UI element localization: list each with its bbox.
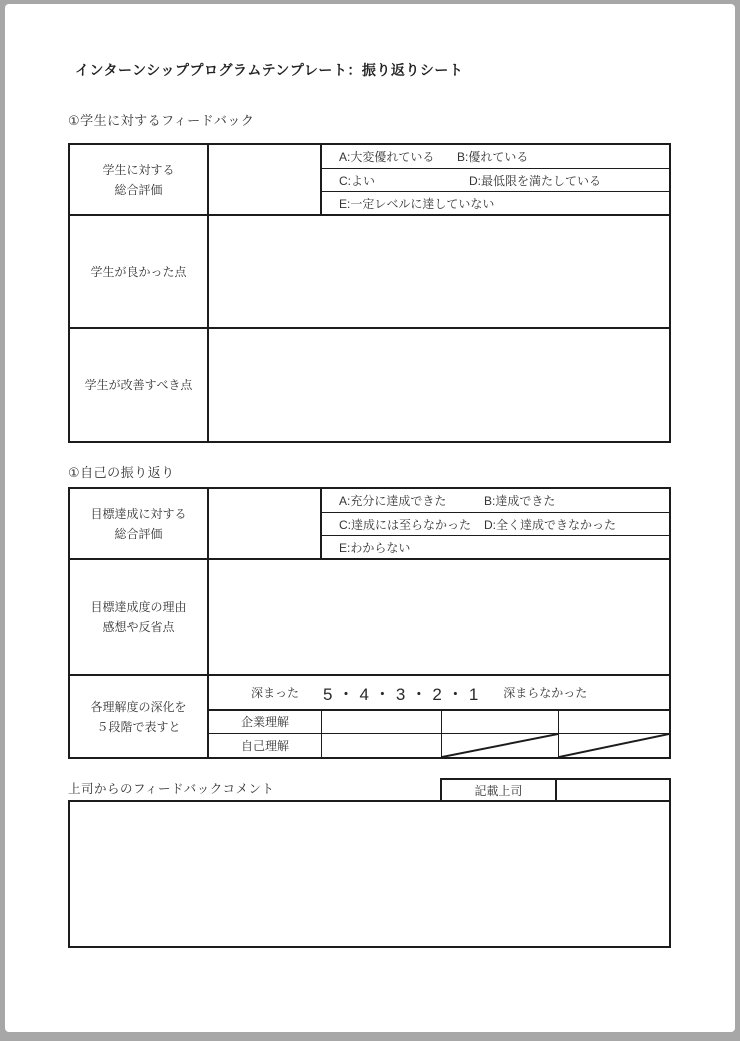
student-rating-option-row-e [322, 191, 669, 214]
student-rating-option-b: B:優れている [457, 150, 529, 164]
student-improve-points-input[interactable] [209, 327, 669, 441]
goal-reason-label-line1: 目標達成度の理由 [90, 600, 187, 614]
goal-rating-option-row-ab [322, 489, 669, 512]
self-understanding-cell-3 [559, 733, 669, 757]
company-understanding-cell-1[interactable] [322, 709, 442, 733]
supervisor-feedback-header [68, 778, 671, 800]
self-understanding-cell-2 [442, 733, 559, 757]
document-content [68, 4, 671, 948]
supervisor-comment-label: 上司からのフィードバックコメント [68, 782, 275, 796]
student-good-points-label [70, 214, 209, 327]
self-understanding-cell-1[interactable] [322, 733, 442, 757]
company-understanding-cell-3[interactable] [559, 709, 669, 733]
student-good-points-label-text: 学生が良かった点 [90, 264, 187, 279]
self-understanding-label [209, 733, 322, 757]
diagonal-strike-icon [559, 734, 669, 757]
student-rating-option-row-ab [322, 145, 669, 168]
writer-name-input[interactable] [557, 780, 669, 800]
student-overall-rating-label-line2: 総合評価 [114, 182, 163, 197]
company-understanding-label-text: 企業理解 [240, 715, 289, 729]
supervisor-comment-input[interactable] [68, 800, 671, 948]
student-overall-rating-label [70, 145, 209, 214]
writer-label-cell: 記載上司 [442, 780, 557, 800]
depth-scale-left-label: 深まった [251, 686, 300, 700]
diagonal-strike-icon [442, 734, 558, 757]
student-rating-option-c: C:よい [339, 173, 376, 188]
goal-overall-rating-label-line2: 総合評価 [114, 526, 163, 541]
student-rating-option-d: D:最低限を満たしている [469, 173, 602, 188]
self-reflection-table [68, 487, 671, 759]
company-understanding-label [209, 709, 322, 733]
section-heading-student-feedback: ①学生に対するフィードバック [68, 113, 255, 128]
understanding-depth-label-line2: ５段階で表すと [96, 719, 181, 734]
self-understanding-label-text: 自己理解 [240, 738, 289, 753]
goal-rating-option-c: C:達成には至らなかった [339, 517, 472, 532]
goal-rating-option-e: E:わからない [339, 540, 411, 555]
goal-overall-rating-label-line1: 目標達成に対する [90, 506, 187, 521]
depth-scale-right-label: 深まらなかった [503, 686, 588, 700]
student-good-points-input[interactable] [209, 214, 669, 327]
depth-scale-numbers: 5・4・3・2・1 [323, 685, 484, 704]
student-feedback-table [68, 143, 671, 443]
page-title: インターンシッププログラムテンプレート：振り返りシート [75, 62, 464, 78]
goal-overall-rating-input[interactable] [209, 489, 322, 558]
student-rating-option-a: A:大変優れている [339, 150, 435, 164]
goal-reason-label-line2: 感想や反省点 [102, 620, 175, 634]
student-improve-points-label-text: 学生が改善すべき点 [84, 378, 193, 392]
section-heading-self-reflection: ①自己の振り返り [68, 465, 175, 480]
understanding-depth-label [70, 674, 209, 757]
goal-overall-rating-label [70, 489, 209, 558]
depth-scale-header [209, 674, 669, 709]
goal-rating-option-d: D:全く達成できなかった [484, 517, 617, 532]
student-overall-rating-input[interactable] [209, 145, 322, 214]
student-improve-points-label [70, 327, 209, 441]
goal-reason-label [70, 558, 209, 674]
goal-rating-option-row-cd [322, 512, 669, 535]
goal-rating-option-row-e [322, 535, 669, 558]
understanding-depth-label-line1: 各理解度の深化を [90, 699, 187, 714]
document-page [5, 4, 735, 1032]
goal-rating-option-b: B:達成できた [484, 494, 556, 508]
company-understanding-cell-2[interactable] [442, 709, 559, 733]
student-rating-option-row-cd [322, 168, 669, 191]
student-overall-rating-label-line1: 学生に対する [102, 162, 175, 177]
student-rating-option-e: E:一定レベルに達していない [339, 196, 495, 211]
goal-reason-input[interactable] [209, 558, 669, 674]
writer-table [440, 778, 671, 800]
goal-rating-option-a: A:充分に達成できた [339, 494, 447, 508]
